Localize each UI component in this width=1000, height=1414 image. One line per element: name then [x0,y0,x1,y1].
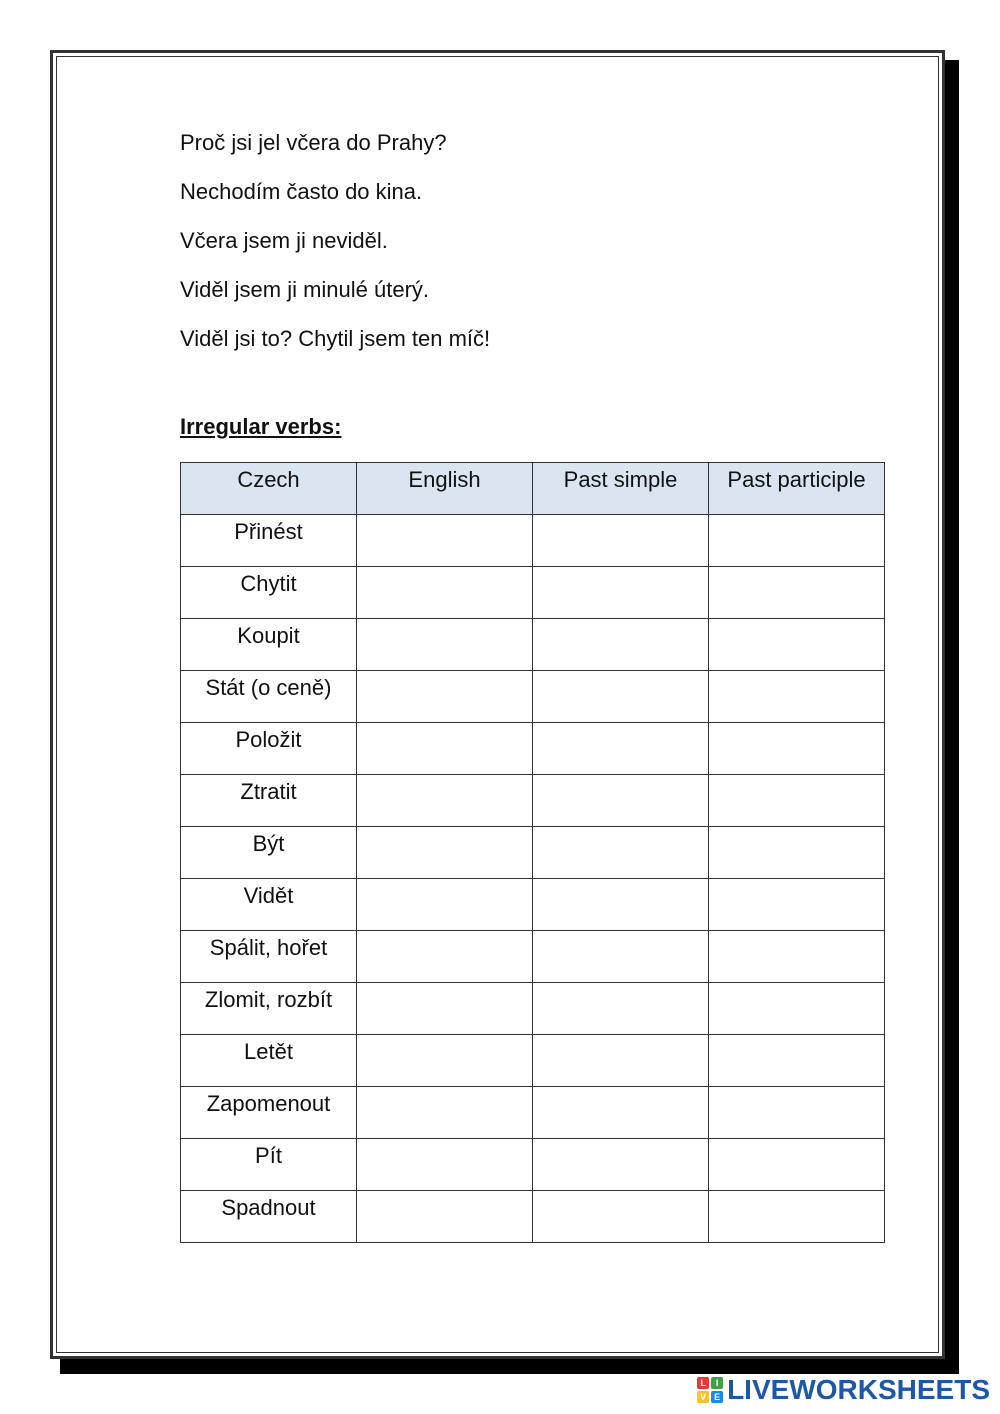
past-participle-answer-cell[interactable] [709,775,885,827]
table-row [181,1191,885,1243]
sentence: Viděl jsi to? Chytil jsem ten míč! [180,326,491,351]
logo-mark-icon [697,1377,723,1403]
past-simple-answer-cell[interactable] [533,567,709,619]
english-answer-cell[interactable] [357,619,533,671]
past-simple-answer-cell[interactable] [533,1035,709,1087]
past-participle-answer-cell[interactable] [709,671,885,723]
table-row [181,567,885,619]
table-row [181,983,885,1035]
liveworksheets-logo [697,1374,990,1406]
past-participle-answer-cell[interactable] [709,1191,885,1243]
past-simple-answer-cell[interactable] [533,983,709,1035]
past-participle-answer-cell[interactable] [709,619,885,671]
sentence: Včera jsem ji neviděl. [180,228,388,253]
past-simple-answer-cell[interactable] [533,723,709,775]
table-row [181,515,885,567]
column-header-past-simple: Past simple [533,463,709,515]
sentence-list [180,118,490,363]
past-simple-answer-cell[interactable] [533,775,709,827]
past-participle-answer-cell[interactable] [709,827,885,879]
czech-verb-cell: Přinést [181,515,357,567]
past-simple-answer-cell[interactable] [533,515,709,567]
czech-verb-cell: Spálit, hořet [181,931,357,983]
past-simple-answer-cell[interactable] [533,1087,709,1139]
past-simple-answer-cell[interactable] [533,671,709,723]
english-answer-cell[interactable] [357,1191,533,1243]
english-answer-cell[interactable] [357,1139,533,1191]
past-simple-answer-cell[interactable] [533,827,709,879]
past-participle-answer-cell[interactable] [709,723,885,775]
czech-verb-cell: Pít [181,1139,357,1191]
czech-verb-cell: Spadnout [181,1191,357,1243]
czech-verb-cell: Chytit [181,567,357,619]
table-row [181,879,885,931]
czech-verb-cell: Ztratit [181,775,357,827]
past-simple-answer-cell[interactable] [533,879,709,931]
english-answer-cell[interactable] [357,931,533,983]
past-participle-answer-cell[interactable] [709,879,885,931]
czech-verb-cell: Být [181,827,357,879]
logo-letter: I [711,1377,723,1389]
table-row [181,671,885,723]
table-row [181,723,885,775]
english-answer-cell[interactable] [357,671,533,723]
english-answer-cell[interactable] [357,567,533,619]
table-row [181,1139,885,1191]
past-simple-answer-cell[interactable] [533,931,709,983]
table-row [181,827,885,879]
table-row [181,1035,885,1087]
english-answer-cell[interactable] [357,723,533,775]
czech-verb-cell: Zlomit, rozbít [181,983,357,1035]
column-header-czech: Czech [181,463,357,515]
english-answer-cell[interactable] [357,827,533,879]
past-participle-answer-cell[interactable] [709,931,885,983]
irregular-verbs-table [180,462,885,1243]
logo-letter: L [697,1377,709,1389]
english-answer-cell[interactable] [357,983,533,1035]
table-row [181,931,885,983]
czech-verb-cell: Položit [181,723,357,775]
czech-verb-cell: Koupit [181,619,357,671]
past-simple-answer-cell[interactable] [533,619,709,671]
logo-text: LIVEWORKSHEETS [727,1374,990,1405]
sentence: Viděl jsem ji minulé úterý. [180,277,430,302]
english-answer-cell[interactable] [357,775,533,827]
past-participle-answer-cell[interactable] [709,983,885,1035]
past-participle-answer-cell[interactable] [709,1087,885,1139]
table-header-row [181,463,885,515]
table-row [181,775,885,827]
past-participle-answer-cell[interactable] [709,1139,885,1191]
sentence: Proč jsi jel včera do Prahy? [180,130,447,155]
section-heading: Irregular verbs: [180,414,342,439]
logo-letter: V [697,1391,709,1403]
past-participle-answer-cell[interactable] [709,515,885,567]
past-simple-answer-cell[interactable] [533,1191,709,1243]
english-answer-cell[interactable] [357,1087,533,1139]
column-header-past-participle: Past participle [709,463,885,515]
table-body [181,515,885,1243]
past-simple-answer-cell[interactable] [533,1139,709,1191]
past-participle-answer-cell[interactable] [709,1035,885,1087]
table-row [181,1087,885,1139]
english-answer-cell[interactable] [357,1035,533,1087]
past-participle-answer-cell[interactable] [709,567,885,619]
english-answer-cell[interactable] [357,515,533,567]
logo-letter: E [711,1391,723,1403]
czech-verb-cell: Zapomenout [181,1087,357,1139]
english-answer-cell[interactable] [357,879,533,931]
sentence: Nechodím často do kina. [180,179,423,204]
czech-verb-cell: Stát (o ceně) [181,671,357,723]
czech-verb-cell: Vidět [181,879,357,931]
column-header-english: English [357,463,533,515]
table-row [181,619,885,671]
czech-verb-cell: Letět [181,1035,357,1087]
